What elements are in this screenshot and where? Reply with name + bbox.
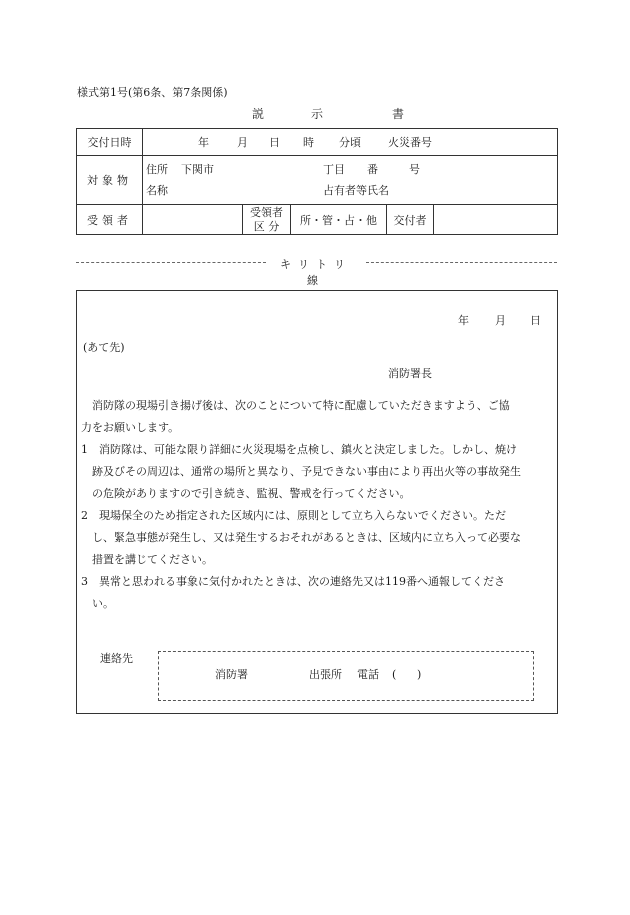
- city-name: 下関市: [181, 163, 214, 176]
- item-2-line-3: 措置を講じてください。: [81, 553, 213, 566]
- contact-label: 連絡先: [100, 652, 133, 665]
- issue-datetime-label: 交付日時: [77, 129, 143, 156]
- contact-branch-office: 出張所: [309, 668, 342, 681]
- issuance-table: [76, 128, 558, 235]
- issue-hour-unit: 時: [303, 136, 314, 149]
- issue-month-unit: 月: [237, 136, 248, 149]
- issue-datetime-field[interactable]: [143, 129, 558, 156]
- item-1-line-1: 1 消防隊は、可能な限り詳細に火災現場を点検し、鎮火と決定しました。しかし、焼け: [81, 443, 517, 456]
- cut-line-dash-right: [366, 262, 557, 263]
- recipient-category-label: [243, 205, 291, 235]
- contact-phone-paren-open: (: [392, 668, 397, 681]
- target-object-field[interactable]: [143, 156, 558, 205]
- owner-name-label: 占有者等氏名: [323, 184, 389, 197]
- issuer-field[interactable]: [434, 205, 558, 235]
- notice-year-unit: 年: [458, 314, 469, 327]
- target-object-label: 対象物: [77, 156, 143, 205]
- contact-box: [158, 651, 534, 701]
- fire-number-label: 火災番号: [388, 136, 432, 149]
- item-3-line-2: い。: [81, 597, 114, 610]
- name-label: 名称: [146, 184, 168, 197]
- intro-line-2: 力をお願いします。: [81, 421, 180, 434]
- item-2: [81, 505, 521, 571]
- ban-unit: 番: [367, 163, 378, 176]
- item-2-line-2: し、緊急事態が発生し、又は発生するおそれがあるときは、区域内に立ち入って必要な: [81, 531, 521, 544]
- contact-fire-station: 消防署: [215, 668, 248, 681]
- issuer-label: 交付者: [387, 205, 434, 235]
- title-char-1: 説: [252, 107, 265, 121]
- recipient-category-options[interactable]: 所・管・占・他: [291, 205, 387, 235]
- intro-paragraph: [81, 395, 510, 439]
- contact-phone-label: 電話: [357, 668, 379, 681]
- item-1-line-3: の危険がありますので引き続き、監視、警戒を行ってください。: [81, 487, 411, 500]
- recipient-field[interactable]: [143, 205, 243, 235]
- issue-year-unit: 年: [198, 136, 209, 149]
- item-3: [81, 571, 505, 615]
- item-2-line-1: 2 現場保全のため指定された区域内には、原則として立ち入らないでください。ただ: [81, 509, 506, 522]
- item-1: [81, 439, 521, 505]
- addressee-label: (あて先): [83, 341, 125, 354]
- notice-month-unit: 月: [495, 314, 506, 327]
- recipient-label: 受領者: [77, 205, 143, 235]
- sender-fire-chief: 消防署長: [388, 367, 432, 380]
- title-char-3: 書: [392, 107, 405, 121]
- item-3-line-1: 3 異常と思われる事象に気付かれたときは、次の連絡先又は119番へ通報してくださ: [81, 575, 505, 588]
- issue-day-unit: 日: [269, 136, 280, 149]
- title-char-2: 示: [311, 107, 324, 121]
- issue-minute-unit: 分頃: [339, 136, 361, 149]
- recipient-category-line1: 受領者: [250, 205, 283, 219]
- address-label: 住所: [146, 163, 168, 176]
- item-1-line-2: 跡及びその周辺は、通常の場所と異なり、予見できない事由により再出火等の事故発生: [81, 465, 521, 478]
- intro-line-1: 消防隊の現場引き揚げ後は、次のことについて特に配慮していただきますよう、ご協: [81, 399, 510, 412]
- cut-line: [76, 256, 557, 287]
- chome-unit: 丁目: [323, 163, 345, 176]
- recipient-category-line2: 区 分: [253, 219, 280, 233]
- contact-phone-paren-close: ): [417, 668, 422, 681]
- notice-day-unit: 日: [530, 314, 541, 327]
- cut-line-label: キリトリ線: [280, 258, 352, 287]
- form-number-label: 様式第1号(第6条、第7条関係): [77, 86, 228, 99]
- cut-line-dash-left: [76, 262, 266, 263]
- go-unit: 号: [409, 163, 420, 176]
